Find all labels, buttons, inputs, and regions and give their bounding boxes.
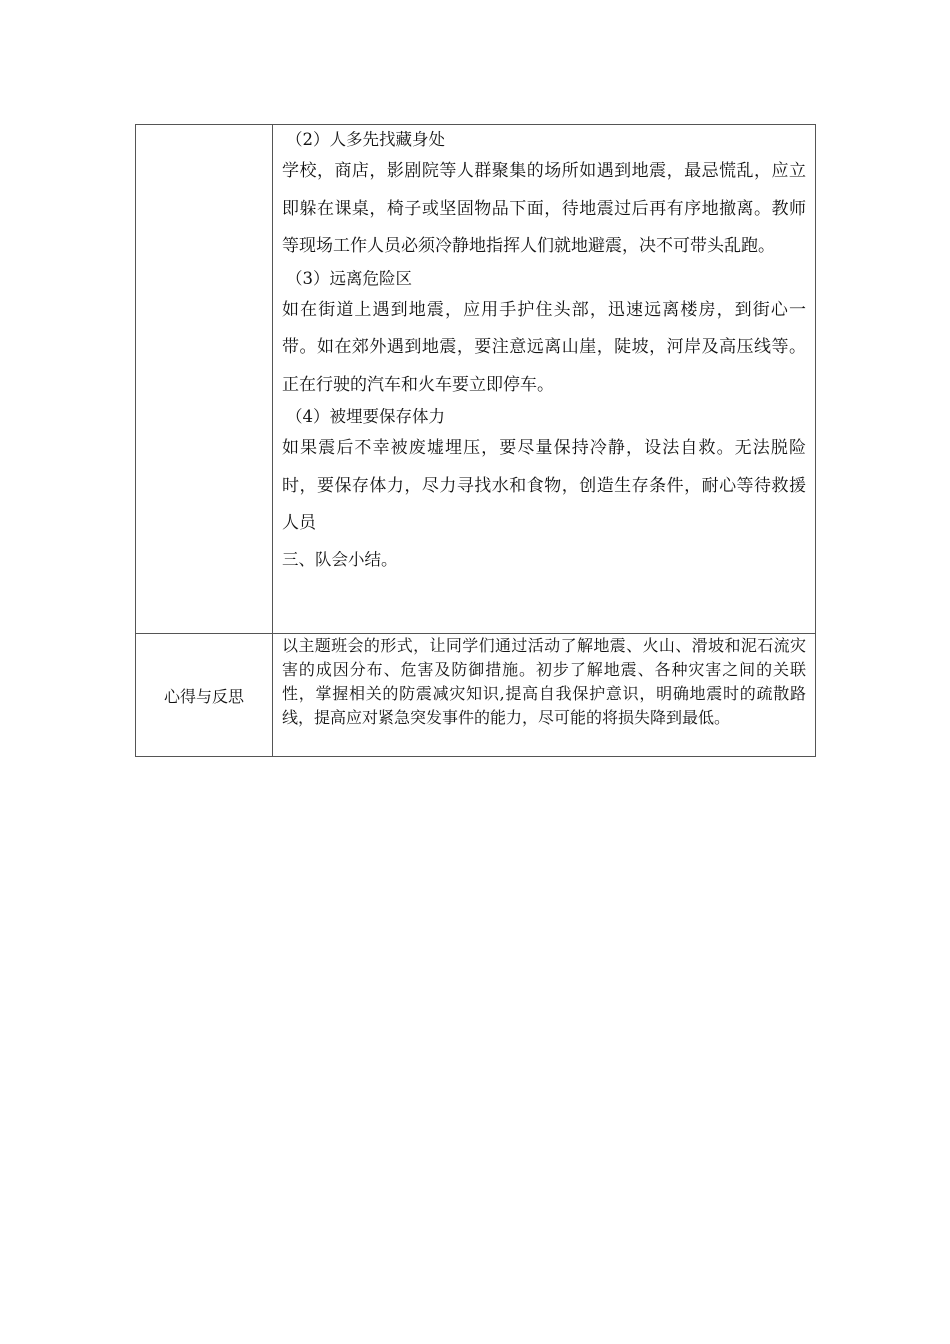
item-body-3: 如在街道上遇到地震，应用手护住头部，迅速远离楼房，到街心一带。如在郊外遇到地震，要注意远离山崖，陡坡，河岸及高压线等。正在行驶的汽车和火车要立即停车。 bbox=[282, 299, 806, 395]
item-body-2: 学校，商店，影剧院等人群聚集的场所如遇到地震，最忌慌乱，应立即躲在课桌，椅子或坚固物品下面，待地震过后再有序地撤离。教师等现场工作人员必须冷静地指挥人们就地避震，决不可带头乱跑。 bbox=[282, 161, 806, 256]
lesson-record-table bbox=[135, 124, 816, 757]
reflection-row bbox=[136, 634, 816, 757]
item-heading-4: （4）被埋要保存体力 bbox=[286, 407, 445, 426]
activity-process-row bbox=[136, 125, 816, 634]
reflection-label: 心得与反思 bbox=[136, 634, 273, 757]
reflection-content-cell bbox=[273, 634, 816, 757]
meeting-summary-heading: 三、队会小结。 bbox=[282, 549, 398, 569]
activity-content-cell bbox=[273, 125, 816, 634]
item-body-4: 如果震后不幸被废墟埋压，要尽量保持冷静，设法自救。无法脱险时，要保存体力，尽力寻找水和食物，创造生存条件，耐心等待救援人员 bbox=[282, 438, 806, 533]
item-heading-3: （3）远离危险区 bbox=[286, 268, 412, 288]
row-label-empty bbox=[136, 125, 273, 634]
item-heading-2: （2）人多先找藏身处 bbox=[286, 130, 445, 149]
reflection-text: 以主题班会的形式，让同学们通过活动了解地震、火山、滑坡和泥石流灾害的成因分布、危害及防御措施。初步了解地震、各种灾害之间的关联性，掌握相关的防震减灾知识,提高自我保护意识，明确地震时的疏散路线，提高应对紧急突发事件的能力，尽可能的将损失降到最低。 bbox=[282, 636, 806, 727]
